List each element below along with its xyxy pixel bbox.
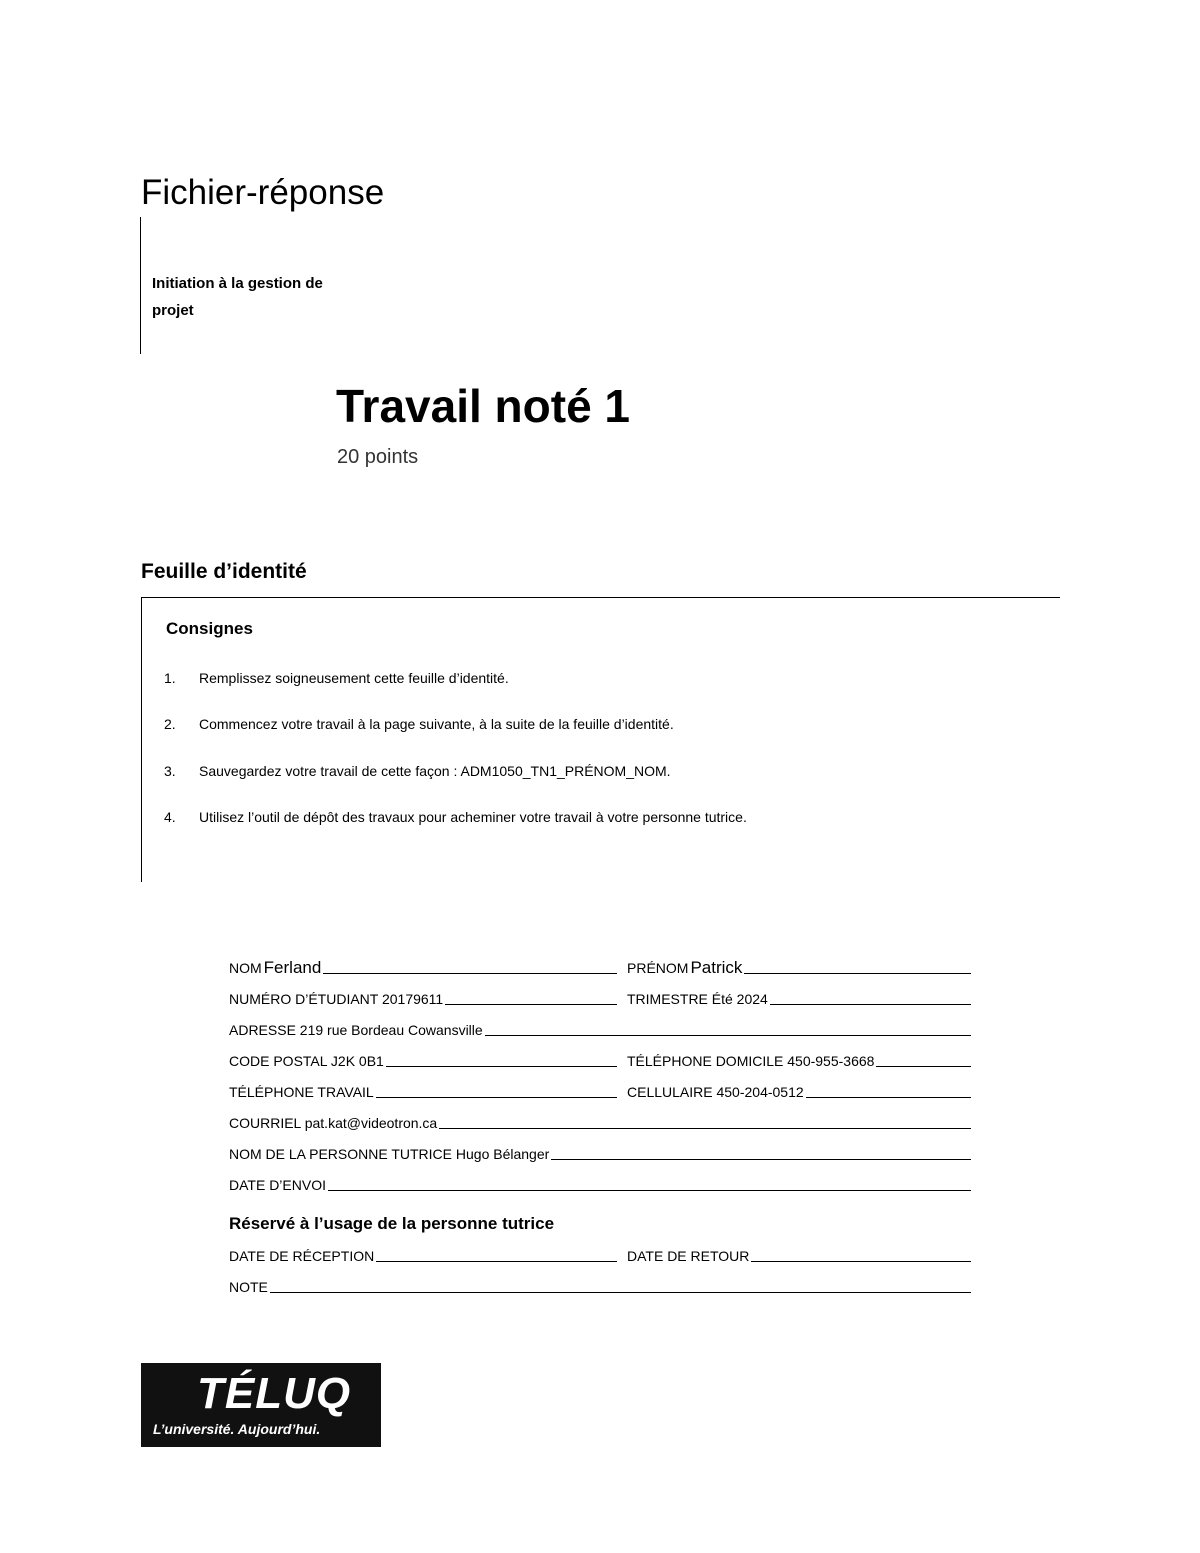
student-number-field[interactable]	[229, 990, 617, 1008]
identity-form	[229, 946, 971, 1296]
title-divider	[140, 217, 141, 354]
form-row	[229, 946, 971, 977]
home-phone-field[interactable]	[627, 1052, 971, 1070]
form-row	[229, 1008, 971, 1039]
prenom-value: Patrick	[690, 958, 743, 977]
tutor-reserved-title: Réservé à l’usage de la personne tutrice	[229, 1214, 555, 1233]
prenom-label: PRÉNOM	[627, 960, 689, 976]
course-name: Initiation à la gestion de projet	[152, 275, 323, 319]
reception-date-field[interactable]	[229, 1247, 617, 1265]
instruction-step	[164, 668, 509, 688]
address-field[interactable]	[229, 1021, 971, 1039]
fill-line	[323, 972, 617, 974]
assignment-title: Travail noté 1	[336, 380, 631, 432]
form-row	[229, 977, 971, 1008]
fill-line	[270, 1291, 971, 1293]
work-phone-text: TÉLÉPHONE TRAVAIL	[229, 1084, 374, 1100]
cell-phone-text: CELLULAIRE 450-204-0512	[627, 1084, 804, 1100]
fill-line	[376, 1260, 617, 1262]
step-text: Sauvegardez votre travail de cette façon : ADM1050_TN1_PRÉNOM_NOM.	[199, 763, 671, 779]
logo-wordmark: TÉLUQ	[197, 1369, 352, 1418]
instructions-box	[141, 597, 1060, 882]
step-number: 2.	[164, 716, 176, 732]
section-title: Feuille d’identité	[141, 560, 307, 583]
return-date-label: DATE DE RETOUR	[627, 1248, 750, 1264]
fill-line	[744, 972, 971, 974]
step-number: 1.	[164, 670, 176, 686]
step-text: Utilisez l’outil de dépôt des travaux pour acheminer votre travail à votre personne tutrice.	[199, 809, 747, 825]
return-date-field[interactable]	[627, 1247, 971, 1265]
fill-line	[376, 1096, 617, 1098]
cell-phone-field[interactable]	[627, 1083, 971, 1101]
fill-line	[445, 1003, 617, 1005]
work-phone-field[interactable]	[229, 1083, 617, 1101]
step-text: Remplissez soigneusement cette feuille d’identité.	[199, 670, 509, 686]
instruction-step	[164, 807, 747, 827]
form-row	[229, 1132, 971, 1163]
fill-line	[386, 1065, 617, 1067]
address-text: ADRESSE 219 rue Bordeau Cowansville	[229, 1022, 483, 1038]
step-text: Commencez votre travail à la page suivante, à la suite de la feuille d’identité.	[199, 716, 674, 732]
step-number: 3.	[164, 763, 176, 779]
logo-tagline: L’université. Aujourd’hui.	[153, 1421, 321, 1437]
form-row	[229, 1234, 971, 1265]
instruction-step	[164, 761, 671, 781]
step-number: 4.	[164, 809, 176, 825]
grade-field[interactable]	[229, 1278, 971, 1296]
email-text: COURRIEL pat.kat@videotron.ca	[229, 1115, 438, 1131]
form-row	[229, 1101, 971, 1132]
postal-code-text: CODE POSTAL J2K 0B1	[229, 1053, 384, 1069]
fill-line	[439, 1127, 971, 1129]
fill-line	[806, 1096, 971, 1098]
fill-line	[551, 1158, 971, 1160]
instructions-title: Consignes	[166, 619, 253, 638]
tutor-field[interactable]	[229, 1145, 971, 1163]
nom-value: Ferland	[263, 958, 322, 977]
term-text: TRIMESTRE Été 2024	[627, 991, 768, 1007]
home-phone-text: TÉLÉPHONE DOMICILE 450-955-3668	[627, 1053, 875, 1069]
form-row	[229, 1070, 971, 1101]
tutor-text: NOM DE LA PERSONNE TUTRICE Hugo Bélanger	[229, 1146, 550, 1162]
document-title: Fichier-réponse	[141, 173, 385, 212]
assignment-points: 20 points	[337, 446, 419, 468]
reception-date-label: DATE DE RÉCEPTION	[229, 1248, 375, 1264]
teluq-logo	[141, 1363, 381, 1447]
fill-line	[751, 1260, 971, 1262]
form-row	[229, 1039, 971, 1070]
form-row	[229, 1163, 971, 1194]
email-field[interactable]	[229, 1114, 971, 1132]
prenom-field[interactable]	[627, 959, 971, 977]
nom-label: NOM	[229, 960, 262, 976]
fill-line	[328, 1189, 971, 1191]
send-date-field[interactable]	[229, 1176, 971, 1194]
fill-line	[770, 1003, 971, 1005]
fill-line	[485, 1034, 971, 1036]
grade-label: NOTE	[229, 1279, 268, 1295]
instruction-step	[164, 714, 674, 734]
fill-line	[876, 1065, 971, 1067]
student-number-text: NUMÉRO D’ÉTUDIANT 20179611	[229, 991, 444, 1007]
send-date-text: DATE D’ENVOI	[229, 1177, 326, 1193]
postal-code-field[interactable]	[229, 1052, 617, 1070]
term-field[interactable]	[627, 990, 971, 1008]
form-row	[229, 1265, 971, 1296]
nom-field[interactable]	[229, 959, 617, 977]
